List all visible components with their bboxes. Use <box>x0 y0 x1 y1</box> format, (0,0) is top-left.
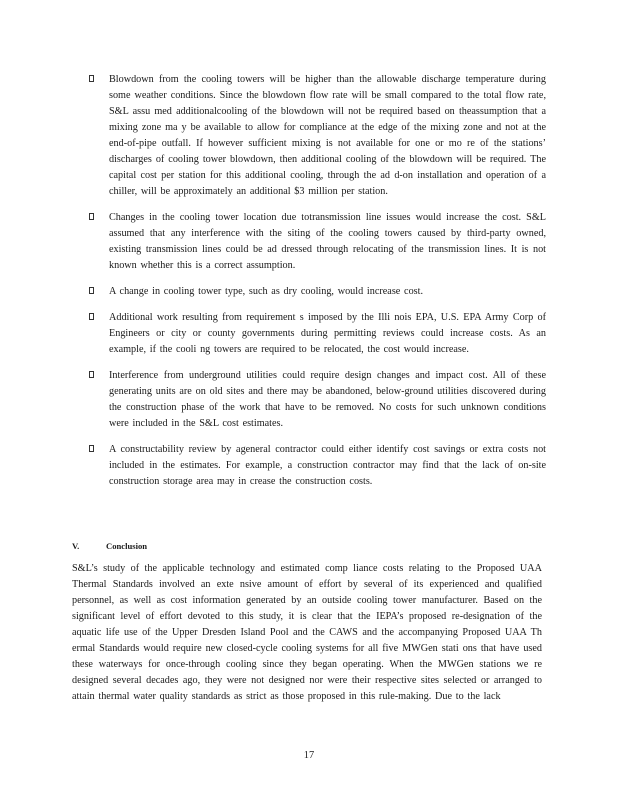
square-bullet-icon <box>89 445 94 452</box>
square-bullet-icon <box>89 371 94 378</box>
bullet-text: Additional work resulting from requirement s imposed by the Illi nois EPA, U.S. EPA Army Corp of Engineers or city or county governments during permitting reviews could increase costs. As an example, if the cooli ng towers are required to be relocated, the cost would increase. <box>109 312 546 355</box>
square-bullet-icon <box>89 75 94 82</box>
list-item <box>86 310 546 358</box>
list-item <box>86 210 546 274</box>
list-item <box>86 72 546 200</box>
section-title: Conclusion <box>106 541 148 551</box>
bullet-list <box>86 72 546 500</box>
square-bullet-icon <box>89 287 94 294</box>
bullet-text: Interference from underground utilities could require design changes and impact cost. All of these generating units are on old sites and there may be abandoned, below-ground utilities discovered during the construction phase of the work that have to be removed. No costs for such unknown conditions were included in the S&L cost estimates. <box>109 370 546 429</box>
conclusion-paragraph: S&L’s study of the applicable technology and estimated comp liance costs relating to the Proposed UAA Thermal Standards involved an exte nsive amount of effort by several of its experienced and qualified personnel, as well as cost information generated by an outside cooling tower manufacturer. Based on the significant level of effort devoted to this study, it is clear that the IEPA’s proposed re-designation of the aquatic life use of the Upper Dresden Island Pool and the CAWS and the accompanying Proposed UAA Th ermal Standards would require new closed-cycle cooling systems for all five MWGen stati ons that have used these waterways for once-through cooling since they began operating. When the MWGen stations we re designed several decades ago, they were not designed nor were their respective sites selected or arranged to attain thermal water quality standards as strict as those proposed in this rule-making. Due to the lack <box>72 563 542 702</box>
list-item <box>86 442 546 490</box>
section-number: V. <box>72 541 80 551</box>
bullet-text: A change in cooling tower type, such as dry cooling, would increase cost. <box>109 286 424 297</box>
bullet-text: A constructability review by ageneral contractor could either identify cost savings or extra costs not included in the estimates. For example, a construction contractor may find that the lack of on-site construction storage area may in crease the construction costs. <box>109 444 546 487</box>
square-bullet-icon <box>89 213 94 220</box>
bullet-text: Changes in the cooling tower location due totransmission line issues would increase the cost. S&L assumed that any interference with the siting of the cooling towers caused by third-party owned, existing transmission lines could be ad dressed through relocating of the transmission lines. It is not known whether this is a correct assumption. <box>109 212 546 271</box>
bullet-text: Blowdown from the cooling towers will be higher than the allowable discharge temperature during some weather conditions. Since the blowdown flow rate will be small compared to the total flow rate, S&L assu med additionalcooling of the blowdown will not be required based on theassumption that a mixing zone ma y be available to allow for compliance at the edge of the mixing zone and not at the end-of-pipe outfall. If however sufficient mixing is not available for one or mo re of the stations’ discharges of cooling tower blowdown, then additional cooling of the blowdown will be required. The capital cost per station for this additional cooling, through the ad d-on installation and operation of a chiller, will be approximately an additional $3 million per station. <box>109 74 546 197</box>
page-number: 17 <box>303 750 315 761</box>
list-item <box>86 284 546 300</box>
list-item <box>86 368 546 432</box>
square-bullet-icon <box>89 313 94 320</box>
section-heading <box>72 540 542 552</box>
